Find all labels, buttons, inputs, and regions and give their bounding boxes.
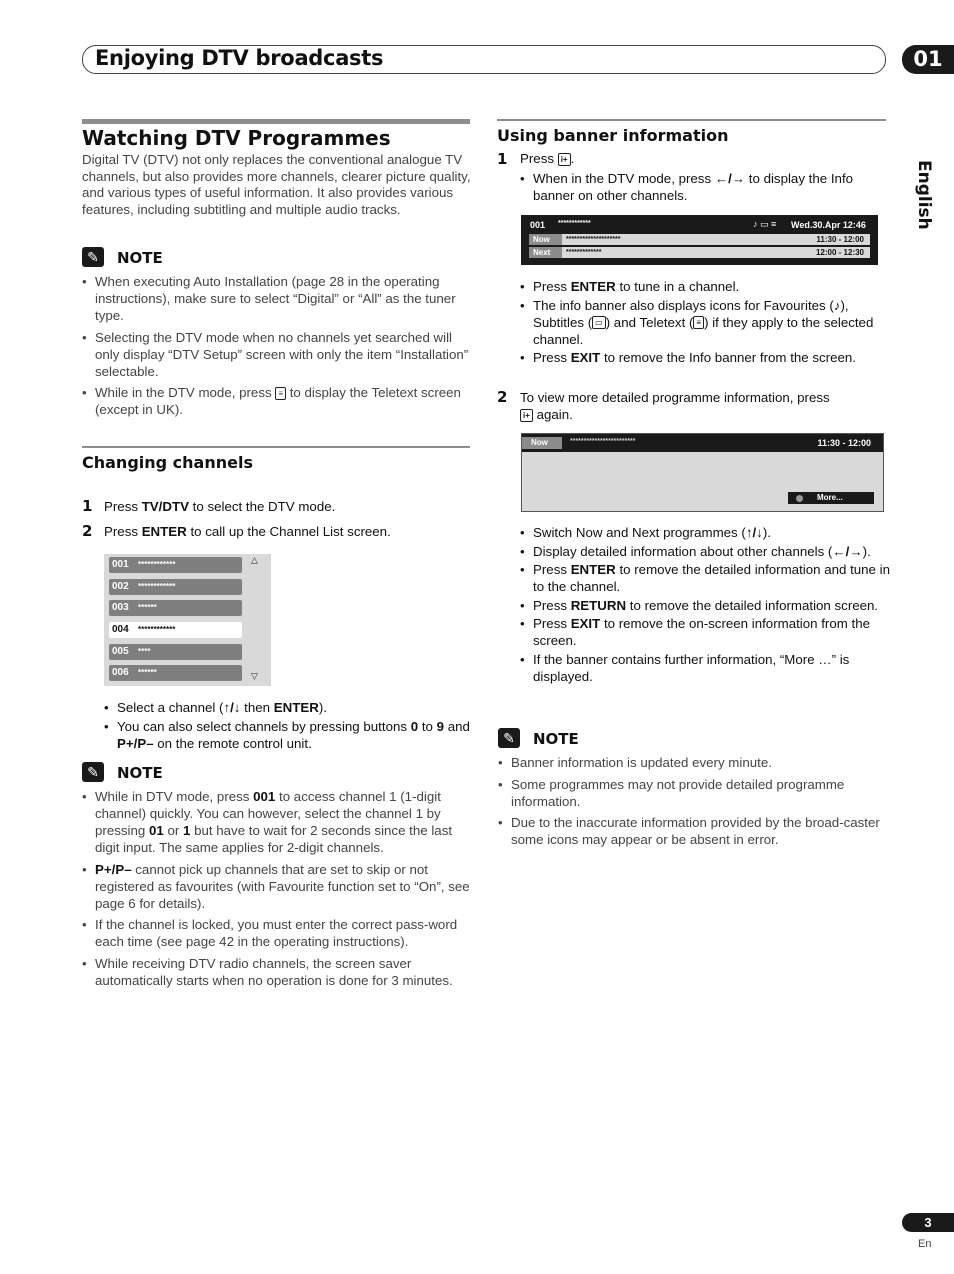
next-programme: ************* (566, 249, 602, 256)
info-banner (521, 215, 878, 265)
list-item: • Banner information is updated every minute. (498, 754, 884, 771)
list-item: • You can also select channels by pressing buttons 0 to 9 and P+/P– on the remote control unit. (104, 718, 474, 752)
channel-row[interactable]: 006 ****** (109, 665, 242, 681)
banner-now-row (529, 234, 870, 245)
favourite-icon: ♪ ▭ ≡ (753, 219, 777, 229)
section-rule (82, 446, 470, 448)
banner-bullets (520, 278, 892, 368)
list-item: • If the banner contains further information, “More …” is displayed. (520, 651, 892, 685)
list-item: • While in DTV mode, press 001 to access channel 1 (1-digit channel) quickly. You can however, select the channel 1 by pressing 01 or 1 but have to wait for 2 seconds since the last digit input. The same applies for 2-digit channels. (82, 788, 470, 856)
info-button-icon: i+ (558, 153, 571, 166)
channel-row[interactable]: 005 **** (109, 644, 242, 660)
subsection-title: Using banner information (497, 126, 729, 145)
list-item: • Display detailed information about other channels (←/→). (520, 543, 892, 560)
note-list (82, 788, 470, 993)
banner-date: Wed.30.Apr 12:46 (791, 220, 866, 230)
step-number: 2 (497, 388, 508, 406)
language-tab: English (914, 160, 934, 230)
channel-list-screen (104, 554, 271, 686)
step-text: Press ENTER to call up the Channel List screen. (104, 524, 391, 539)
note-list (82, 273, 470, 423)
channel-row[interactable]: 001 ************ (109, 557, 242, 573)
list-item: • P+/P– cannot pick up channels that are set to skip or not registered as favourites (with Favourite function set to “On”, see page 6 for details). (82, 861, 470, 912)
favourite-icon: ♪ (833, 297, 841, 313)
more-indicator[interactable] (788, 492, 874, 504)
now-programme: ******************** (566, 236, 621, 243)
channel-row[interactable]: 002 ************ (109, 579, 242, 595)
note-label: NOTE (533, 730, 579, 748)
now-label: Now (522, 437, 562, 449)
step-bullets (520, 170, 890, 206)
list-item: • When in the DTV mode, press ←/→ to display the Info banner on other channels. (520, 170, 890, 204)
detail-bullets (520, 524, 892, 686)
step-text: To view more detailed programme information, press i+ again. (520, 390, 830, 422)
step-text: Press TV/DTV to select the DTV mode. (104, 499, 336, 514)
note-pencil-icon: ✎ (82, 762, 104, 782)
detail-banner (521, 433, 884, 512)
subsection-title: Changing channels (82, 453, 253, 472)
list-item: • While receiving DTV radio channels, the screen saver automatically starts when no operation is done for 3 minutes. (82, 955, 470, 989)
banner-channel-number: 001 (530, 220, 546, 230)
section-rule (82, 119, 470, 124)
list-item: • The info banner also displays icons for Favourites (♪), Subtitles ( ▭ ) and Teletext ( ≡ ) if they apply to the selected channel. (520, 297, 892, 348)
list-item: • When executing Auto Installation (page 28 in the operating instructions), make sure to select “Digital” or “All” as the tuner type. (82, 273, 470, 324)
list-item: • Press EXIT to remove the on-screen information from the screen. (520, 615, 892, 649)
banner-channel-name: ************ (558, 220, 591, 227)
now-time: 11:30 - 12:00 (816, 235, 864, 244)
list-item: • Some programmes may not provide detailed programme information. (498, 776, 884, 810)
select-bullets (104, 699, 474, 753)
list-item: • Switch Now and Next programmes (↑/↓). (520, 524, 892, 541)
more-label: More... (817, 493, 843, 502)
note-pencil-icon: ✎ (82, 247, 104, 267)
note-pencil-icon: ✎ (498, 728, 520, 748)
list-item: • Press RETURN to remove the detailed information screen. (520, 597, 892, 614)
list-item: • Press ENTER to remove the detailed information and tune in to the channel. (520, 561, 892, 595)
page-title: Watching DTV Programmes (82, 126, 391, 150)
teletext-icon: ≡ (275, 387, 286, 400)
channel-row-selected[interactable]: 004 ************ (109, 622, 242, 638)
list-item: • Press EXIT to remove the Info banner from the screen. (520, 349, 892, 366)
scroll-up-icon[interactable]: △ (251, 555, 258, 565)
intro-paragraph: Digital TV (DTV) not only replaces the conventional analogue TV channels, but also provides more channels, clearer picture quality, and various types of useful information. It also provides various features, including subtitling and multiple audio tracks. (82, 152, 471, 217)
teletext-icon: ≡ (693, 316, 704, 329)
scroll-down-icon[interactable]: ▽ (251, 671, 258, 681)
next-label: Next (529, 247, 562, 258)
list-item: • Selecting the DTV mode when no channels yet searched will only display “DTV Setup” screen with only the item “Installation” selectable. (82, 329, 470, 380)
note-label: NOTE (117, 249, 163, 267)
step-number: 2 (82, 522, 93, 540)
list-item: • Due to the inaccurate information provided by the broad-caster some icons may appear or be absent in error. (498, 814, 884, 848)
list-item: • Press ENTER to tune in a channel. (520, 278, 892, 295)
banner-next-row (529, 247, 870, 258)
step-number: 1 (497, 150, 508, 168)
step-number: 1 (82, 497, 93, 515)
page-number: 3 (902, 1213, 954, 1232)
subtitles-icon: ▭ (592, 316, 606, 329)
page-language: En (918, 1238, 932, 1250)
more-dot-icon (796, 495, 803, 502)
next-time: 12:00 - 12:30 (815, 248, 864, 257)
now-time: 11:30 - 12:00 (817, 438, 871, 448)
section-rule (497, 119, 886, 121)
chapter-tab: 01 (902, 45, 954, 74)
now-label: Now (529, 234, 562, 245)
detail-banner-header (522, 434, 883, 452)
note-label: NOTE (117, 764, 163, 782)
list-item: • While in the DTV mode, press ≡ to display the Teletext screen (except in UK). (82, 384, 470, 418)
now-programme: ************************ (570, 438, 636, 445)
note-list (498, 754, 884, 853)
section-title: Enjoying DTV broadcasts (95, 46, 384, 70)
channel-row[interactable]: 003 ****** (109, 600, 242, 616)
step-text: Press i+ . (520, 151, 575, 166)
list-item: • If the channel is locked, you must enter the correct pass-word each time (see page 42 in the operating instructions). (82, 916, 470, 950)
info-button-icon: i+ (520, 409, 533, 422)
list-item: • Select a channel (↑/↓ then ENTER). (104, 699, 474, 716)
